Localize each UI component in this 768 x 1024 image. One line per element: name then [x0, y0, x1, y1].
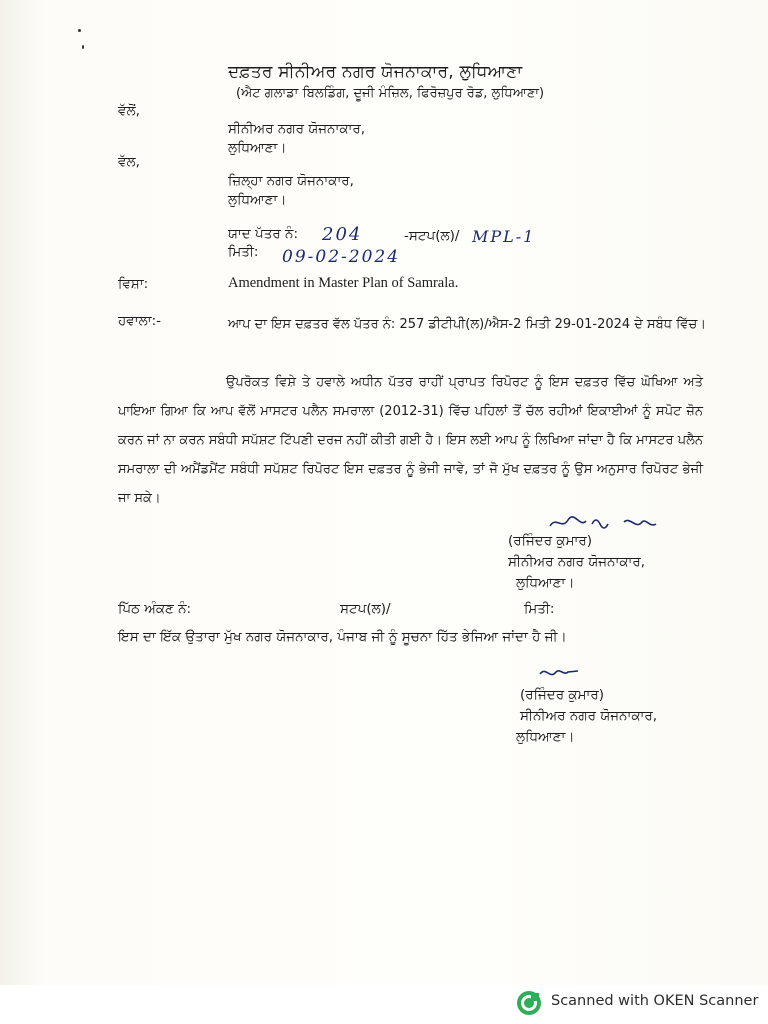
endorsement-number-label: ਪਿੱਠ ਅੰਕਣ ਨੰ:: [118, 601, 192, 617]
signatory-title: ਸੀਨੀਅਰ ਨਗਰ ਯੋਜਨਾਕਾਰ,: [520, 708, 658, 724]
date-label: ਮਿਤੀ:: [228, 244, 259, 260]
to-place: ਲੁਧਿਆਣਾ।: [228, 192, 287, 208]
reference-text: ਆਪ ਦਾ ਇਸ ਦਫ਼ਤਰ ਵੱਲ ਪੱਤਰ ਨੰ: 257 ਡੀਟੀਪੀ(ਲ)/ਐਸ-2 ਮਿਤੀ 29-01-2024 ਦੇ ਸਬੰਧ ਵਿੱਚ।: [228, 317, 706, 332]
scanner-watermark-text: Scanned with OKEN Scanner: [551, 993, 759, 1009]
initials-scribble: [536, 662, 586, 682]
subject-label: ਵਿਸ਼ਾ:: [118, 276, 149, 292]
body-paragraph: [118, 368, 703, 513]
memo-number-handwritten: 204: [322, 224, 363, 245]
from-place: ਲੁਧਿਆਣਾ।: [228, 140, 287, 156]
from-label: ਵੱਲੋਂ,: [118, 103, 140, 119]
oken-scanner-logo-icon: [516, 990, 542, 1016]
endorsement-text: ਇਸ ਦਾ ਇੱਕ ਉਤਾਰਾ ਮੁੱਖ ਨਗਰ ਯੋਜਨਾਕਾਰ, ਪੰਜਾਬ ਜੀ ਨੂੰ ਸੂਚਨਾ ਹਿੱਤ ਭੇਜਿਆ ਜਾਂਦਾ ਹੈ ਜੀ।: [118, 629, 567, 645]
signatory-place: ਲੁਧਿਆਣਾ।: [516, 729, 575, 745]
endorsement-date-label: ਮਿਤੀ:: [524, 601, 555, 617]
memo-number-label: ਯਾਦ ਪੱਤਰ ਨੰ:: [228, 226, 298, 242]
body-text: ਉਪਰੋਕਤ ਵਿਸ਼ੇ ਤੇ ਹਵਾਲੇ ਅਧੀਨ ਪੱਤਰ ਰਾਹੀਂ ਪ੍ਰਾਪਤ ਰਿਪੋਰਟ ਨੂੰ ਇਸ ਦਫ਼ਤਰ ਵਿੱਚ ਘੋਖਿਆ ਅਤੇ ਪਾਇਆ ਗਿਆ ਕਿ ਆਪ ਵੱਲੋਂ ਮਾਸਟਰ ਪਲੈਨ ਸਮਰਾਲਾ (2012-31) ਵਿੱਚ ਪਹਿਲਾਂ ਤੋਂ ਚੱਲ ਰਹੀਆਂ ਇਕਾਈਆਂ ਨੂੰ ਸਪੋਟ ਜ਼ੋਨ ਕਰਨ ਜਾਂ ਨਾ ਕਰਨ ਸਬੰਧੀ ਸਪੱਸ਼ਟ ਟਿੱਪਣੀ ਦਰਜ ਨਹੀਂ ਕੀਤੀ ਗਈ ਹੈ। ਇਸ ਲਈ ਆਪ ਨੂੰ ਲਿਖਿਆ ਜਾਂਦਾ ਹੈ ਕਿ ਮਾਸਟਰ ਪਲੈਨ ਸਮਰਾਲਾ ਦੀ ਅਮੈਂਡਮੈਂਟ ਸਬੰਧੀ ਸਪੱਸ਼ਟ ਰਿਪੋਰਟ ਇਸ ਦਫ਼ਤਰ ਨੂੰ ਭੇਜੀ ਜਾਵੇ, ਤਾਂ ਜੋ ਮੁੱਖ ਦਫ਼ਤਰ ਨੂੰ ਉਸ ਅਨੁਸਾਰ ਰਿਪੋਰਟ ਭੇਜੀ ਜਾ ਸਕੇ।: [118, 375, 703, 506]
branch-label: -ਸਟਪ(ਲ)/: [404, 228, 460, 244]
scan-speck: [78, 29, 81, 32]
office-address: (ਐਟ ਗਲਾਡਾ ਬਿਲਡਿੰਗ, ਦੂਜੀ ਮੰਜ਼ਿਲ, ਫਿਰੋਜ਼ਪੁਰ ਰੋਡ, ਲੁਧਿਆਣਾ): [236, 86, 545, 101]
subject-text: Amendment in Master Plan of Samrala.: [228, 275, 459, 291]
signatory-name: (ਰਜਿੰਦਰ ਕੁਮਾਰ): [508, 533, 592, 549]
signatory-name: (ਰਜਿੰਦਰ ਕੁਮਾਰ): [520, 687, 604, 703]
signatory-place: ਲੁਧਿਆਣਾ।: [516, 575, 575, 591]
endorsement-branch-label: ਸਟਪ(ਲ)/: [340, 601, 391, 617]
reference-label: ਹਵਾਲਾ:-: [118, 313, 162, 329]
branch-handwritten: MPL-1: [472, 227, 536, 246]
office-heading: ਦਫ਼ਤਰ ਸੀਨੀਅਰ ਨਗਰ ਯੋਜਨਾਕਾਰ, ਲੁਧਿਆਣਾ: [228, 62, 523, 82]
signatory-title: ਸੀਨੀਅਰ ਨਗਰ ਯੋਜਨਾਕਾਰ,: [508, 554, 646, 570]
from-designation: ਸੀਨੀਅਰ ਨਗਰ ਯੋਜਨਾਕਾਰ,: [228, 121, 366, 137]
scan-speck: [82, 45, 84, 49]
to-designation: ਜ਼ਿਲ੍ਹਾ ਨਗਰ ਯੋਜਨਾਕਾਰ,: [228, 173, 354, 189]
to-label: ਵੱਲ,: [118, 154, 140, 170]
date-handwritten: 09-02-2024: [282, 247, 401, 267]
